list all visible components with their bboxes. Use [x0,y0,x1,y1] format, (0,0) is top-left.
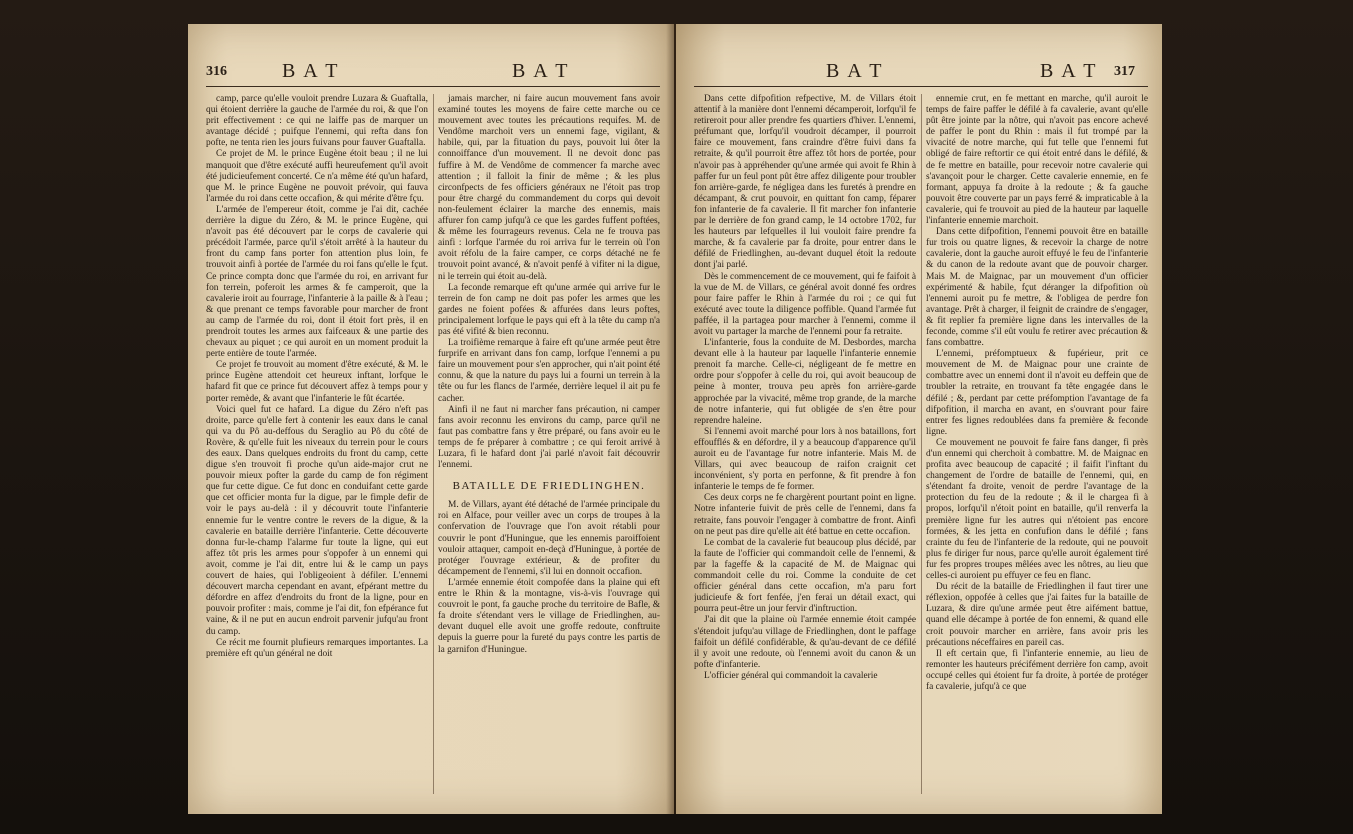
section-heading: BATAILLE DE FRIEDLINGHEN. [452,480,646,493]
paragraph: Ce projet de M. le prince Eugène étoit beau ; il ne lui manquoit que d'être exécuté auffi heureufement qu'il avoit été judicieufement concerté. Ce n'a même été qu'un hafard, que M. le prince Eugène ne pouvoit prévoir, qui fauva l'armée du roi dans cette occafion, & qui mérite d'être fçu. [206,149,428,204]
paragraph: M. de Villars, ayant été détaché de l'armée principale du roi en Alface, pour veiller avec un corps de troupes à la confervation de l'ouvrage que l'on avoit rétabli pour couvrir le pont d'Huningue, que les ennemis paroiffoient vouloir attaquer, campoit en-deçà d'Huningue, à portée de protéger l'ouvrage extérieur, & de profiter du décampement de l'ennemi, s'il lui en donnoit occafion. [438,500,660,577]
paragraph: jamais marcher, ni faire aucun mouvement fans avoir examiné toutes les moyens de faire cette marche ou ce mouvement avec toutes les précautions requifes. M. de Vendôme marchoit vers un ennemi fage, vigilant, & habile, qui, par la fituation du pays, pouvoit lui ôter la connoiffance d'un mouvement. Il ne devoit donc pas fuffire à M. de Vendôme de commencer fa marche avec attention ; il falloit la finir de même ; & les plus circonfpects de fes officiers généraux ne l'étoit pas trop pour être chargé du commandement du corps qui devoit non-feulement éclairer la marche des ennemis, mais affurer fon camp jufqu'à ce que les gardes fuffent poftées, & même les fourrageurs revenus. Cela ne fe trouva pas ainfi : lorfque l'armée du roi arriva fur le terrein où l'on avoit réfolu de la faire camper, ce corps détaché ne fe trouvoit point avancé, & n'avoit penfé à vifiter ni la digue, ni le terrein qui étoit au-delà. [438,94,660,282]
right-page [676,24,1162,814]
paragraph: Ainfi il ne faut ni marcher fans précaution, ni camper fans avoir reconnu les environs du camp, parce qu'il ne faut pas combattre fans y être préparé, ou fans avoir eu le temps de fe préparer à combattre ; ce qui feroit arrivé à Luzara, fi le hafard dont j'ai parlé n'avoit fait découvrir l'ennemi. [438,404,660,471]
paragraph: Il eft certain que, fi l'infanterie ennemie, au lieu de remonter les hauteurs précifément derrière fon camp, avoit occupé celles qui étoient fur fa droite, à portée de protéger fa cavalerie, jufqu'à ce que [926,648,1148,692]
paragraph: L'ennemi, préfomptueux & fupérieur, prit ce mouvement de M. de Maignac pour une crainte de combattre avec un ennemi dont il n'avoit eu deffein que de troubler la retraite, en trouvant fa tête engagée dans le défilé ; &, perdant par cette préfomption l'avantage de fa difpofition, il marcha en avant, en s'ouvrant pour faire entrer fes lignes redoublées dans fa première & feconde ligne. [926,349,1148,437]
paragraph: ennemie crut, en fe mettant en marche, qu'il auroit le temps de faire paffer le défilé à fa cavalerie, avant qu'elle pût être jointe par la nôtre, qui n'avoit pas encore achevé de paffer le pont du Rhin : mais il fut trompé par la vivacité de notre marche, qui fut telle que l'ennemi fut obligé de faire reftortir ce qui étoit entré dans le défilé, & de fe mettre en bataille, pour recevoir notre cavalerie qui s'avançoit pour le charger. Cette cavalerie ennemie, en fe formant, appuya fa droite à la redoute ; & fa gauche pouvoit être couverte par un pays ferré & impraticable à la cavalerie, qui fe trouvoit au pied de la hauteur par laquelle l'infanterie ennemie marchoit. [926,94,1148,227]
left-page [188,24,674,814]
page-number: 316 [206,64,227,79]
column-divider [921,94,922,794]
text-column-1 [694,94,916,794]
running-head: B A T [1040,60,1098,82]
text-column-2 [438,94,660,794]
header-rule [694,86,1148,87]
paragraph: J'ai dit que la plaine où l'armée ennemie étoit campée s'étendoit jufqu'au village de Friedlinghen, dont le paffage faifoit un défilé confidérable, & qu'au-devant de ce défilé il y avoit une redoute, où l'ennemi avoit du canon & un pofte d'infanterie. [694,615,916,670]
paragraph: Le combat de la cavalerie fut beaucoup plus décidé, par la faute de l'officier qui commandoit celle de l'ennemi, & par la fageffe & la capacité de M. de Maignac qui commandoit celle du roi. Comme la conduite de cet officier général dans cette occafion, m'a paru fort judicieufe & fort fenfée, j'en ferai un détail exact, qui pourra peut-être un jour fervir d'inftruction. [694,537,916,615]
paragraph: Ce récit me fournit plufieurs remarques importantes. La première eft qu'un général ne doit [206,637,428,659]
running-head: B A T [512,60,570,82]
paragraph: Si l'ennemi avoit marché pour lors à nos bataillons, fort effoufflés & en défordre, il y a beaucoup d'apparence qu'il auroit eu de l'avantage fur notre infanterie. Mais M. de Villars, qui avec beaucoup de raifon craignit cet inconvénient, s'y porta en perfonne, & fit prendre à fon infanterie le temps de fe former. [694,426,916,493]
paragraph: Du récit de la bataille de Friedlinghen il faut tirer une réflexion, oppofée à celles que j'ai faites fur la bataille de Luzara, & dire qu'une armée peut être aifément battue, quand elle décampe à portée de fon ennemi, & quand elle croit pouvoir marcher en arrière, fans avoir pris les précautions néceffaires en pareil cas. [926,582,1148,648]
paragraph: L'infanterie, fous la conduite de M. Desbordes, marcha devant elle à la hauteur par laquelle l'infanterie ennemie prenoit fa marche. Celle-ci, négligeant de fe mettre en ordre pour s'oppofer à celle du roi, qui avoit beaucoup de peine à monter, trouva peu après fon arrière-garde approchée par la vivacité, même trop grande, de la marche de notre infanterie, qui fut obligée de s'en être pour reprendre haleine. [694,338,916,426]
paragraph: L'armée ennemie étoit compofée dans la plaine qui eft entre le Rhin & la montagne, vis-à-vis l'ouvrage qui couvroit le pont, fa gauche proche du territoire de Bafle, & fa droite s'étendant vers le village de Friedlinghen, au-devant duquel elle avoit une groffe redoute, conftruite depuis la guerre pour la fureté du pays contre les partis de la garnifon d'Huningue. [438,577,660,655]
paragraph: Ce projet fe trouvoit au moment d'être exécuté, & M. le prince Eugène attendoit cet heureux inftant, lorfque le hafard fit que ce prince fut découvert affez à temps pour y porter remède, & avant que l'infanterie le fût écartée. [206,360,428,404]
paragraph: Dans cette difpofition, l'ennemi pouvoit être en bataille fur trois ou quatre lignes, & recevoir la charge de notre cavalerie, dont la gauche auroit effuyé le feu de l'infanterie & du canon de la redoute avant que de pouvoir charger. Mais M. de Maignac, par un mouvement d'un officier expérimenté & habile, fçut déranger la difpofition où l'ennemi auroit pu fe mettre, & l'obligea de perdre fon avantage. Prêt à charger, il feignit de craindre de s'engager, & fit replier fa première ligne dans les intervalles de la feconde, comme s'il eût voulu fe retirer avec précaution & fans combattre. [926,227,1148,349]
running-head: B A T [282,60,340,82]
text-column-2 [926,94,1148,794]
paragraph: Dès le commencement de ce mouvement, qui fe faifoit à la vue de M. de Villars, ce général avoit donné fes ordres pour faire paffer le Rhin à l'armée du roi ; ce qui fut exécuté avec toute la diligence poffible. Quand l'armée fut paffée, il la partagea pour marcher à l'ennemi, comme il avoit vu partager la marche de l'ennemi pour fa retraite. [694,271,916,337]
page-number: 317 [1114,64,1135,79]
running-head: B A T [826,60,884,82]
paragraph: L'armée de l'empereur étoit, comme je l'ai dit, cachée derrière la digue du Zéro, & M. le prince Eugène, qui n'avoit pas été découvert par le corps de cavalerie qui précédoit l'armée, parce qu'il s'étoit arrêté à la hauteur du front du camp fans porter fon attention plus loin, fe trouvoit ainfi à portée de l'armée du roi fans qu'elle le fçut. Ce prince compta donc que l'armée du roi, en arrivant fur fon terrein, poferoit les armes & fe camperoit, que la cavalerie iroit au fourrage, l'infanterie à la paille & à l'eau ; & que prenant ce temps favorable pour marcher de front au camp de l'armée du roi, dont il étoit fort près, il en prendroit toutes les armes aux faifceaux & une partie des chevaux au piquet ; ce qui auroit en un moment produit la perte entière de toute l'armée. [206,204,428,360]
paragraph: Ces deux corps ne fe chargèrent pourtant point en ligne. Notre infanterie fuivit de près celle de l'ennemi, dans fa retraite, fans pouvoir l'engager à combattre de front. Ainfi on ne peut pas dire qu'elle ait été battue en cette occafion. [694,493,916,537]
text-column-1 [206,94,428,794]
paragraph: Ce mouvement ne pouvoit fe faire fans danger, fi près d'un ennemi qui cherchoit à combattre. M. de Maignac en profita avec beaucoup de capacité ; il faifit l'inftant du changement de l'ordre de bataille de l'ennemi, qui, en s'étendant fa droite, venoit de perdre l'avantage de la protection du feu de la redoute ; & il le chargea fi à propos, lorfqu'il n'étoit point en bataille, qu'il renverfa la première ligne fur les autres qui n'étoient pas encore formées, & les jetta en confufion dans le défilé ; fans crainte du feu de l'infanterie de la redoute, qui ne pouvoit plus fe diriger fur nous, parce qu'elle auroit également tiré fur fes propres troupes mêlées avec les nôtres, au lieu que celles-ci auroient pu effuyer ce feu en flanc. [926,437,1148,582]
paragraph: camp, parce qu'elle vouloit prendre Luzara & Guaftalla, qui étoient derrière la gauche de l'armée du roi, & que l'on prit effectivement : ce qui ne laiffe pas de marquer un avantage décidé ; puifque l'ennemi, qui refta dans fon pofte, ne tenta rien les jours fuivans pour fauver Guaftalla. [206,94,428,149]
header-rule [206,86,660,87]
paragraph: Voici quel fut ce hafard. La digue du Zéro n'eft pas droite, parce qu'elle fert à contenir les eaux dans le canal qui va du Pô au-deffous du Seraglio au Pô du côté de Rovère, & qu'elle fuit les niveaux du terrein pour le cours des eaux. Dans quelques endroits du front du camp, cette digue s'en trouvoit fi proche qu'un aide-major crut ne pouvoir mieux pofter la garde du camp de fon régiment que fur cette digue. Ce fut donc en conduifant cette garde que cet officier monta fur la digue, par le fimple defir de voir le pays au-delà : il y découvrit toute l'infanterie ennemie fur le ventre contre le revers de la digue, & la cavalerie en bataille derrière l'infanterie. Cette découverte donna fur-le-champ l'alarme fur toute la ligne, qui eut affez tôt pris les armes pour s'oppofer à un ennemi qui avoit, comme je l'ai dit, entre lui & le camp un pays couvert de haies, qui l'obligeoient à défiler. L'ennemi découvert marcha cependant en avant, efpérant mettre du défordre en affez d'endroits du front de la ligne, pour en pouvoir profiter : mais, comme je l'ai dit, fon efpérance fut vaine, & il ne put en aucun endroit parvenir jufqu'au front du camp. [206,404,428,637]
paragraph: La troifième remarque à faire eft qu'une armée peut être furprife en arrivant dans fon camp, lorfque l'ennemi a pu faire un mouvement pour s'en approcher, qui n'ait point été connu, & que la nature du pays lui a fourni un terrein à la tête ou fur les flancs de l'armée, derrière lequel il ait pu fe cacher. [438,338,660,404]
column-divider [433,94,434,794]
paragraph: La feconde remarque eft qu'une armée qui arrive fur le terrein de fon camp ne doit pas pofer les armes que les gardes ne foient pofées & affurées dans leurs poftes, principalement lorfque le pays qui eft à la tête du camp n'a pas été vifité & bien reconnu. [438,282,660,337]
paragraph: L'officier général qui commandoit la cavalerie [704,670,878,681]
paragraph: Dans cette difpofition refpective, M. de Villars étoit attentif à la manière dont l'ennemi décamperoit, lorfqu'il fe retireroit pour aller prendre fes quartiers d'hiver. L'ennemi, préfumant que, lorfqu'il voudroit décamper, il pourroit faire ce mouvement, fans craindre d'être fuivi dans fa retraite, & qu'il pourroit être affez tôt hors de portée, pour n'avoir pas à appréhender qu'une armée qui avoit fe Rhin à paffer fur un feul pont pût être affez diligente pour troubler fon arrière-garde, fe négligea dans les furetés à prendre en décampant, & crut pouvoir, en quittant fon camp, féparer fon infanterie de fa cavalerie. Il fit marcher fon infanterie par le derrière de fon grand camp, le 14 octobre 1702, fur les hauteurs par lefquelles il lui vouloit faire prendre fa marche, & fa cavalerie par fa droite, pour entrer dans le défilé de Friedlinghen, au-devant duquel étoit la redoute dont j'ai parlé. [694,94,916,271]
